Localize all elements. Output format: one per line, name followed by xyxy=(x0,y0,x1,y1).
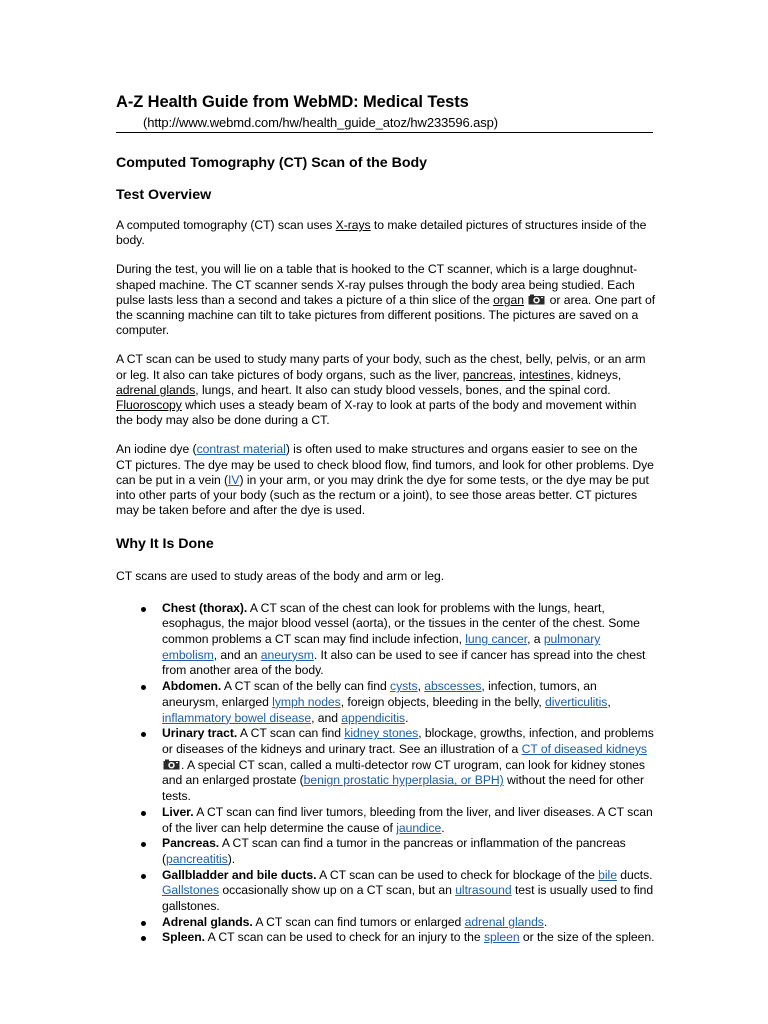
link-spleen[interactable]: spleen xyxy=(483,930,520,945)
list-item-liver: Liver. A CT scan can find liver tumors, bleeding from the liver, and liver diseases. A CT scan of the liver can help determine the cause of jaundice. xyxy=(116,805,656,836)
link-bile[interactable]: bile xyxy=(598,867,617,882)
bullet-dot xyxy=(141,607,146,612)
camera-icon[interactable] xyxy=(528,294,545,305)
link-intestines[interactable]: intestines xyxy=(519,367,571,382)
link-organ[interactable]: organ xyxy=(493,292,524,307)
bullet-dot xyxy=(141,732,146,737)
link-pulmonary-embolism[interactable]: pulmonary embolism xyxy=(162,632,601,662)
list-item-pancreas: Pancreas. A CT scan can find a tumor in the pancreas or inflammation of the pancreas (pancreatitis). xyxy=(116,836,656,867)
link-lung-cancer[interactable]: lung cancer xyxy=(465,632,528,647)
overview-paragraph-3: A CT scan can be used to study many parts of your body, such as the chest, belly, pelvis, or an arm or leg. It also can take pictures of body organs, such as the liver, pancreas, intestines, kidneys, adrenal glands, lungs, and heart. It also can study blood vessels, bones, and the spinal cord. Fluoroscopy which uses a steady beam of X-ray to look at parts of the body and movement within the body may also be done during a CT. xyxy=(116,352,646,428)
link-iv[interactable]: IV xyxy=(228,472,240,487)
list-item-chest: Chest (thorax). A CT scan of the chest can look for problems with the lungs, heart, esophagus, the major blood vessel (aorta), or the tissues in the center of the chest. Some common problems a CT scan may find include infection, lung cancer, a pulmonary embolism, and an aneurysm. It also can be used to see if cancer has spread into the chest from another area of the body. xyxy=(116,601,656,680)
link-ultrasound[interactable]: ultrasound xyxy=(455,883,512,898)
link-diverticulitis[interactable]: diverticulitis xyxy=(545,694,608,709)
link-appendicitis[interactable]: appendicitis xyxy=(341,710,406,725)
document-page xyxy=(116,92,656,946)
link-gallstones[interactable]: Gallstones xyxy=(162,883,220,898)
why-intro: CT scans are used to study areas of the body and arm or leg. xyxy=(116,569,445,584)
link-x-rays[interactable]: X-rays xyxy=(335,218,371,232)
overview-heading: Test Overview xyxy=(116,187,212,203)
bullet-dot xyxy=(141,936,146,941)
link-aneurysm[interactable]: aneurysm xyxy=(260,647,314,662)
link-abscesses[interactable]: abscesses xyxy=(424,679,482,694)
list-item-gallbladder: Gallbladder and bile ducts. A CT scan can be used to check for blockage of the bile ducts. Gallstones occasionally show up on a CT scan, but an ultrasound test is usually used to find gallstones. xyxy=(116,868,656,915)
link-adrenal-glands-2[interactable]: adrenal glands xyxy=(464,914,544,929)
overview-paragraph-2: During the test, you will lie on a table that is hooked to the CT scanner, which is a large doughnut-shaped machine. The CT scanner sends X-ray pulses through the body area being studied. Each pulse lasts less than a second and takes a picture of a thin slice of the organ or area. One part of the scanning machine can tilt to take pictures from different positions. The pictures are saved on a computer. xyxy=(116,262,656,338)
link-contrast-material[interactable]: contrast material xyxy=(196,442,286,457)
link-fluoroscopy[interactable]: Fluoroscopy xyxy=(116,398,182,413)
link-jaundice[interactable]: jaundice xyxy=(396,820,442,835)
bullet-dot xyxy=(141,921,146,926)
bullet-dot xyxy=(141,874,146,879)
list-item-urinary: Urinary tract. A CT scan can find kidney stones, blockage, growths, infection, and problems or diseases of the kidneys and urinary tract. See an illustration of a CT of diseased kidneys. A special CT scan, called a multi-detector row CT urogram, can look for kidney stones and an enlarged prostate (benign prostatic hyperplasia, or BPH) without the need for other tests. xyxy=(116,726,656,805)
list-item-abdomen: Abdomen. A CT scan of the belly can find cysts, abscesses, infection, tumors, an aneurysm, enlarged lymph nodes, foreign objects, bleeding in the belly, diverticulitis, inflammatory bowel disease, and appendicitis. xyxy=(116,679,656,726)
link-inflammatory-bowel-disease[interactable]: inflammatory bowel disease xyxy=(162,710,312,725)
link-kidney-stones[interactable]: kidney stones xyxy=(344,726,419,741)
bullet-dot xyxy=(141,811,146,816)
link-cysts[interactable]: cysts xyxy=(390,679,418,694)
camera-icon[interactable] xyxy=(163,759,180,770)
bullet-dot xyxy=(141,685,146,690)
link-adrenal-glands[interactable]: adrenal glands xyxy=(116,382,196,397)
overview-paragraph-4: An iodine dye (contrast material) is often used to make structures and organs easier to see on the CT pictures. The dye may be used to check blood flow, find tumors, and look for other problems. Dye can be put in a vein (IV) in your arm, or you may drink the dye for some tests, or the dye may be put into other parts of your body (such as the rectum or a joint), to see those areas better. CT pictures may be taken before and after the dye is used. xyxy=(116,442,654,518)
list-item-adrenal: Adrenal glands. A CT scan can find tumors or enlarged adrenal glands. xyxy=(116,915,656,931)
link-lymph-nodes[interactable]: lymph nodes xyxy=(272,694,341,709)
list-item-spleen: Spleen. A CT scan can be used to check for an injury to the spleen or the size of the spleen. xyxy=(116,930,656,946)
link-ct-of-diseased-kidneys[interactable]: CT of diseased kidneys xyxy=(521,741,647,756)
link-pancreatitis[interactable]: pancreatitis xyxy=(166,851,228,866)
reasons-list xyxy=(116,601,656,946)
overview-paragraph-1: A computed tomography (CT) scan uses X-rays to make detailed pictures of structures inside of the body. xyxy=(116,218,647,248)
source-url: (http://www.webmd.com/hw/health_guide_atoz/hw233596.asp) xyxy=(116,115,653,133)
link-bph[interactable]: benign prostatic hyperplasia, or BPH) xyxy=(303,773,504,788)
bullet-dot xyxy=(141,842,146,847)
why-heading: Why It Is Done xyxy=(116,536,214,553)
link-pancreas[interactable]: pancreas xyxy=(462,367,513,382)
page-title: A-Z Health Guide from WebMD: Medical Tests xyxy=(116,93,469,111)
article-title: Computed Tomography (CT) Scan of the Body xyxy=(116,155,428,171)
